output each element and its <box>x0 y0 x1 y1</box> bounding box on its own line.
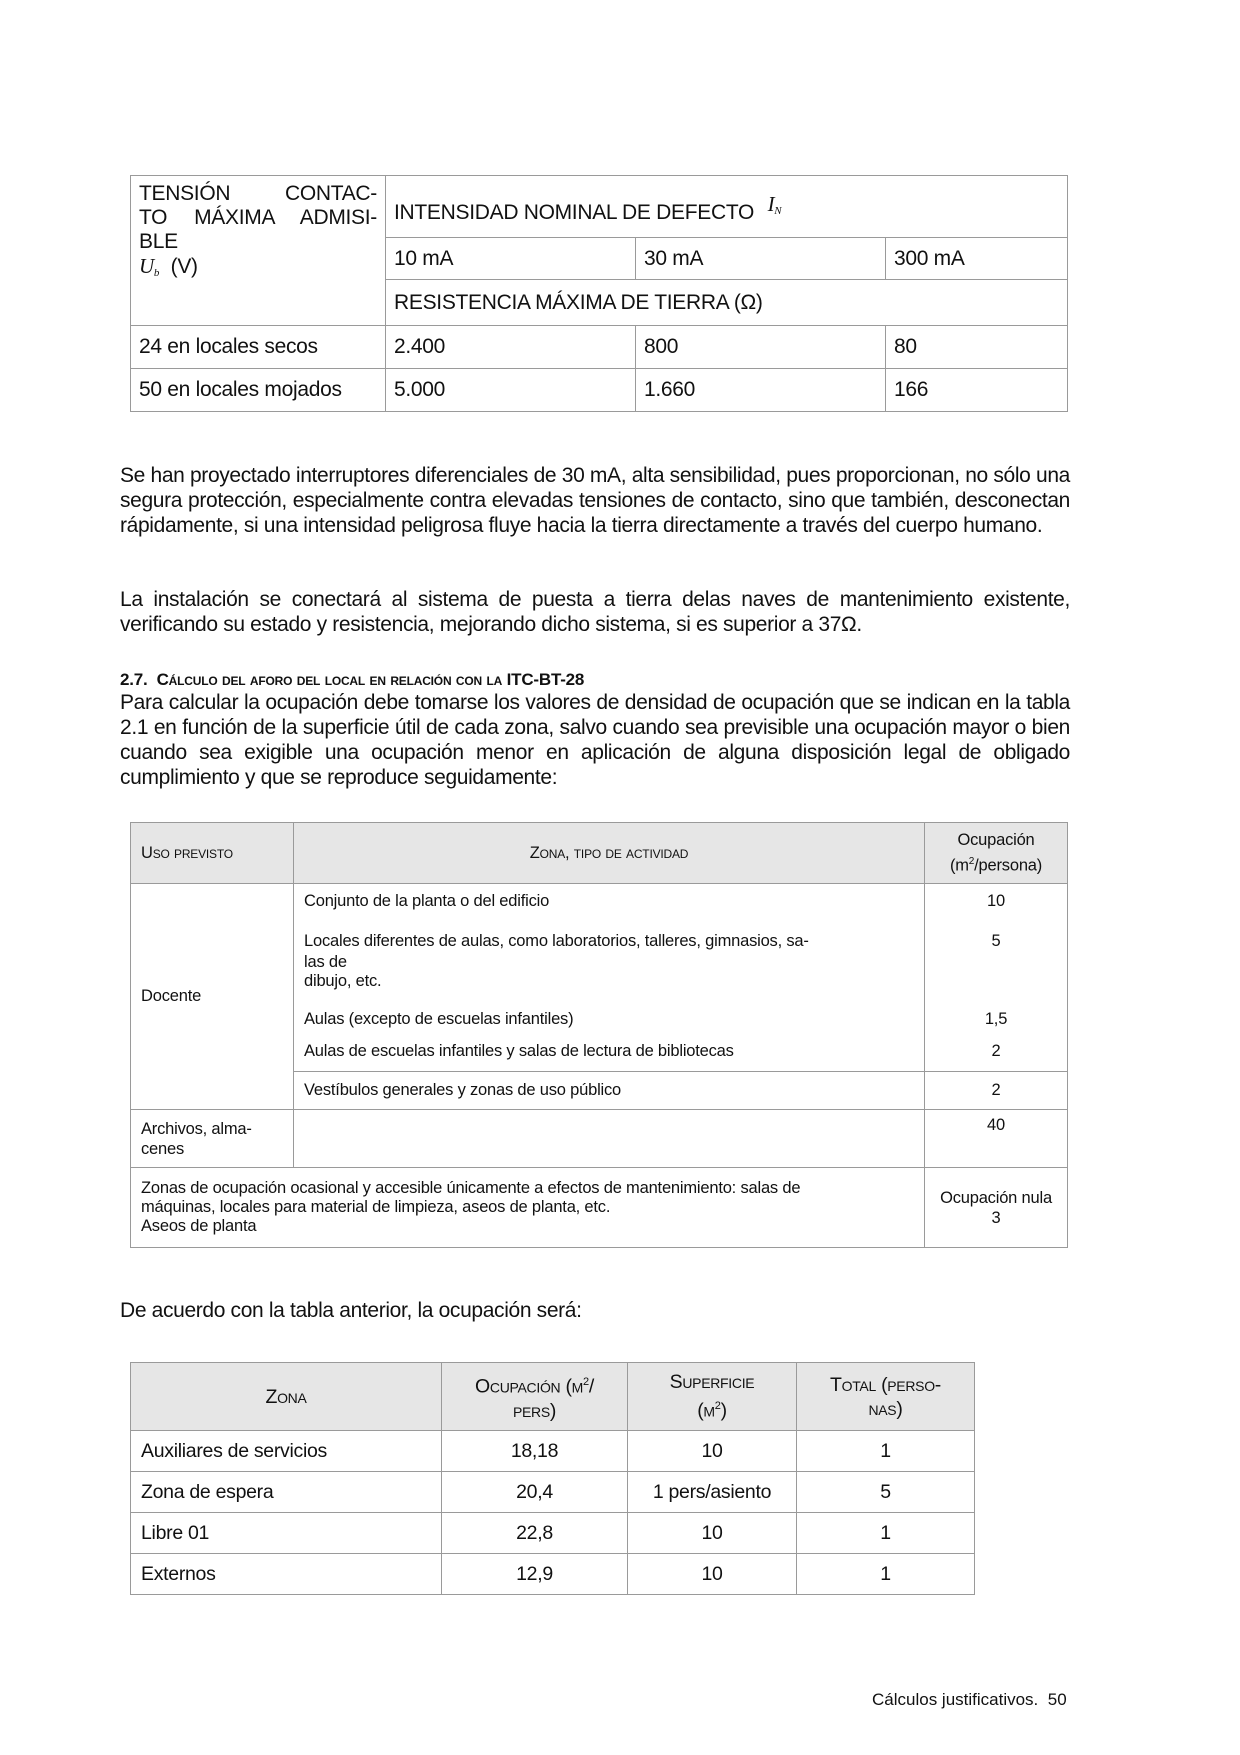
cell-value: 2.400 <box>386 326 636 369</box>
table-row-docente <box>131 884 1068 1072</box>
value-line: Ocupación nula <box>940 1188 1052 1207</box>
page-footer <box>872 1690 1067 1710</box>
header-line: BLE <box>139 230 178 253</box>
paragraph-differential-switches: Se han proyectado interruptores diferenciales de 30 mA, alta sensibilidad, pues proporcionan, no sólo una segura protección, especialmente contra elevadas tensiones de contacto, sino que también, desconectan rápidamente, si una intensidad peligrosa fluye hacia la tierra directamente a través del cuerpo humano. <box>120 464 1070 537</box>
current-10ma: 10 mA <box>386 238 636 280</box>
section-title: Cálculo del aforo del local en relación con la ITC-BT-28 <box>156 670 585 689</box>
zone-item: dibujo, etc. <box>304 972 382 990</box>
label-line: Archivos, alma- <box>141 1119 252 1138</box>
row-label: 50 en locales mojados <box>131 369 386 412</box>
zone-line: máquinas, locales para material de limpieza, aseos de planta, etc. <box>141 1198 611 1216</box>
cell-ocupacion: 18,18 <box>442 1431 628 1472</box>
cell-total: 1 <box>797 1431 975 1472</box>
header-ocupacion <box>925 823 1068 884</box>
cell-ocupacion: 22,8 <box>442 1513 628 1554</box>
text: Ocupación (m <box>475 1375 584 1398</box>
header-total <box>797 1363 975 1431</box>
zone-item <box>294 1110 925 1168</box>
zone-item: Locales diferentes de aulas, como laboratorios, talleres, gimnasios, sa- <box>304 932 809 950</box>
header-line <box>638 1394 786 1423</box>
occupancy-result-table <box>130 1362 975 1595</box>
uso-docente: Docente <box>131 884 294 1110</box>
table-header-row <box>131 823 1068 884</box>
symbol-sub: N <box>774 205 782 217</box>
unit: (V) <box>170 255 198 278</box>
symbol-sub: b <box>153 267 160 279</box>
occupancy-density-table <box>130 822 1068 1248</box>
header-line: Total (perso- <box>830 1373 941 1396</box>
header-line: TO MÁXIMA ADMISI- <box>139 206 377 229</box>
table-row <box>131 1431 975 1472</box>
occupancy-value: 40 <box>925 1110 1068 1168</box>
table-row <box>131 1513 975 1554</box>
current-header-text: INTENSIDAD NOMINAL DE DEFECTO <box>394 201 755 224</box>
cell-superficie: 10 <box>628 1513 797 1554</box>
cell-total: 5 <box>797 1472 975 1513</box>
section-number: 2.7. <box>120 670 148 689</box>
table-row-mantenimiento <box>131 1168 1068 1248</box>
zone-item: Vestíbulos generales y zonas de uso público <box>294 1072 925 1110</box>
text: (m <box>697 1399 715 1422</box>
value-line: 3 <box>991 1208 1001 1227</box>
footer-label: Cálculos justificativos. <box>872 1690 1039 1709</box>
cell-zona: Libre 01 <box>131 1513 442 1554</box>
uso-archivos <box>131 1110 294 1168</box>
header-line: pers) <box>512 1399 557 1422</box>
current-symbol <box>768 192 782 216</box>
text: / <box>588 1375 594 1398</box>
header-zona: Zona <box>131 1363 442 1431</box>
docente-values <box>925 884 1068 1072</box>
paragraph-occupancy-result: De acuerdo con la tabla anterior, la ocupación será: <box>120 1299 582 1322</box>
symbol-u: U <box>139 254 154 278</box>
table-row-archivos <box>131 1110 1068 1168</box>
header-line: nas) <box>868 1397 903 1420</box>
cell-ocupacion: 20,4 <box>442 1472 628 1513</box>
cell-zona: Zona de espera <box>131 1472 442 1513</box>
current-30ma: 30 mA <box>636 238 886 280</box>
paragraph-occupancy-intro: Para calcular la ocupación debe tomarse los valores de densidad de ocupación que se indican en la tabla 2.1 en función de la superficie útil de cada zona, salvo cuando sea previsible una ocupación mayor o bien cuando sea exigible una ocupación menor en aplicación de alguna disposición legal de obligado cumplimiento y que se reproduce seguidamente: <box>120 691 1070 789</box>
cell-value: 5.000 <box>386 369 636 412</box>
zone-item: Aulas de escuelas infantiles y salas de lectura de bibliotecas <box>304 1042 734 1060</box>
table-header-row <box>131 1363 975 1431</box>
current-header <box>386 176 1068 238</box>
cell-zona: Externos <box>131 1554 442 1595</box>
occupancy-value: 10 <box>987 892 1005 910</box>
symbol-i: I <box>767 192 775 216</box>
superscript: 2 <box>968 855 975 867</box>
occupancy-value: 2 <box>925 1072 1068 1110</box>
cell-superficie: 10 <box>628 1431 797 1472</box>
cell-value: 1.660 <box>636 369 886 412</box>
header-line: TENSIÓN CONTAC- <box>139 182 377 205</box>
table-row <box>131 1472 975 1513</box>
header-line: Superficie <box>669 1371 755 1394</box>
contact-voltage-header <box>131 176 386 326</box>
cell-total: 1 <box>797 1513 975 1554</box>
page-number: 50 <box>1047 1690 1067 1709</box>
occupancy-value: 5 <box>991 932 1001 950</box>
zone-item: Conjunto de la planta o del edificio <box>304 892 550 910</box>
docente-zones <box>294 884 925 1072</box>
superscript: 2 <box>583 1376 589 1389</box>
header-superficie <box>628 1363 797 1431</box>
text: ) <box>720 1399 727 1422</box>
cell-superficie: 10 <box>628 1554 797 1595</box>
current-300ma: 300 mA <box>886 238 1068 280</box>
cell-ocupacion: 12,9 <box>442 1554 628 1595</box>
cell-value: 80 <box>886 326 1068 369</box>
zone-mantenimiento <box>131 1168 925 1248</box>
resistance-header: RESISTENCIA MÁXIMA DE TIERRA (Ω) <box>386 280 1068 326</box>
row-label: 24 en locales secos <box>131 326 386 369</box>
superscript: 2 <box>714 1400 721 1413</box>
occupancy-value: 1,5 <box>984 1010 1008 1028</box>
cell-superficie: 1 pers/asiento <box>628 1472 797 1513</box>
occupancy-value <box>925 1168 1068 1248</box>
zone-line: Aseos de planta <box>141 1217 257 1235</box>
header-uso-previsto: Uso previsto <box>131 823 294 884</box>
table-row <box>131 326 1068 369</box>
header-line: Ocupación <box>957 830 1035 849</box>
voltage-symbol <box>139 254 377 285</box>
zone-line: Zonas de ocupación ocasional y accesible únicamente a efectos de mantenimiento: salas de <box>141 1179 801 1197</box>
table-row <box>131 1554 975 1595</box>
cell-value: 166 <box>886 369 1068 412</box>
header-line <box>452 1370 617 1399</box>
header-zona: Zona, tipo de actividad <box>294 823 925 884</box>
zone-item: las de <box>304 953 347 971</box>
cell-total: 1 <box>797 1554 975 1595</box>
table-row <box>131 369 1068 412</box>
section-heading <box>120 670 584 690</box>
label-line: cenes <box>141 1139 185 1158</box>
zone-item: Aulas (excepto de escuelas infantiles) <box>304 1010 574 1028</box>
occupancy-value: 2 <box>991 1042 1001 1060</box>
cell-value: 800 <box>636 326 886 369</box>
text: /persona) <box>974 856 1043 875</box>
header-line <box>935 851 1057 877</box>
earth-resistance-table <box>130 175 1068 412</box>
header-ocupacion <box>442 1363 628 1431</box>
text: (m <box>949 856 969 875</box>
cell-zona: Auxiliares de servicios <box>131 1431 442 1472</box>
paragraph-earthing: La instalación se conectará al sistema de puesta a tierra delas naves de mantenimiento existente, verificando su estado y resistencia, mejorando dicho sistema, si es superior a 37Ω. <box>120 588 1070 636</box>
